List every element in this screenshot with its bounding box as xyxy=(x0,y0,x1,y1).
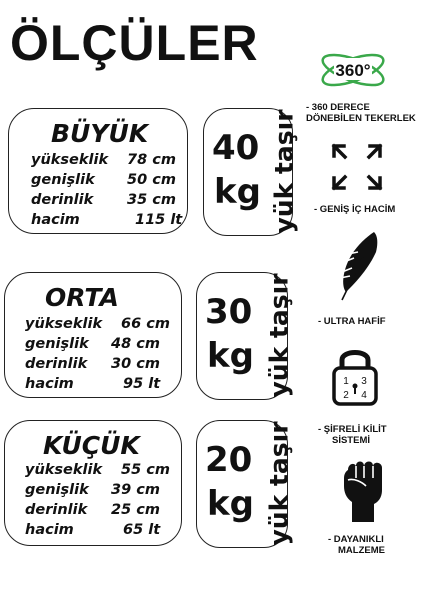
feature-label xyxy=(318,316,386,327)
spec-label: hacim xyxy=(25,376,74,392)
expand-arrows-icon xyxy=(330,142,384,192)
spec-value: 48 cm xyxy=(111,336,160,352)
feature-label-line: - GENİŞ İÇ HACİM xyxy=(314,204,396,215)
spec-value: 30 cm xyxy=(111,356,160,372)
spec-row xyxy=(25,317,170,332)
load-text: yük taşır xyxy=(264,421,294,546)
spec-value: 39 cm xyxy=(111,482,160,498)
load-number: 40 xyxy=(212,128,260,168)
feature-label xyxy=(314,204,395,215)
feature-label-line: DÖNEBİLEN TEKERLEK xyxy=(306,113,416,125)
feature-label-line: - ULTRA HAFİF xyxy=(318,316,386,327)
size-name: BÜYÜK xyxy=(51,119,149,148)
spec-row xyxy=(31,213,182,228)
lock-digit: 2 xyxy=(343,390,349,401)
size-name: KÜÇÜK xyxy=(43,431,140,460)
feature-label xyxy=(306,102,416,125)
spec-row xyxy=(25,503,160,518)
raised-fist-icon xyxy=(340,456,388,524)
size-name: ORTA xyxy=(45,283,119,312)
size-card-kucuk xyxy=(4,420,182,546)
feature-label-line: MALZEME xyxy=(338,545,385,557)
load-unit: kg xyxy=(214,172,261,212)
spec-value: 95 lt xyxy=(123,376,161,392)
spec-row xyxy=(25,483,160,498)
size-card-orta xyxy=(4,272,182,398)
spec-label: derinlik xyxy=(25,502,88,518)
spec-row xyxy=(25,523,160,538)
spec-label: yükseklik xyxy=(25,462,103,478)
feature-label-line: SİSTEMİ xyxy=(332,435,371,447)
spec-value: 55 cm xyxy=(121,462,170,478)
spec-label: genişlik xyxy=(25,482,89,498)
spec-value: 115 lt xyxy=(135,212,183,228)
spec-label: derinlik xyxy=(25,356,88,372)
spec-row xyxy=(31,193,176,208)
spec-row xyxy=(25,377,160,392)
lock-digit: 3 xyxy=(361,376,367,387)
feature-label xyxy=(328,534,385,557)
spec-value: 35 cm xyxy=(127,192,176,208)
feature-label-line: - DAYANIKLI xyxy=(328,534,384,545)
spec-value: 65 lt xyxy=(123,522,161,538)
spec-row xyxy=(31,173,176,188)
spec-row xyxy=(31,153,176,168)
spec-label: yükseklik xyxy=(25,316,103,332)
feature-label xyxy=(318,424,387,447)
padlock-icon xyxy=(330,342,380,406)
load-unit: kg xyxy=(207,484,254,524)
load-number: 30 xyxy=(205,292,253,332)
spec-value: 78 cm xyxy=(127,152,176,168)
load-text: yük taşır xyxy=(264,273,294,398)
spec-label: hacim xyxy=(31,212,80,228)
feather-icon xyxy=(334,228,384,302)
lock-digit: 4 xyxy=(361,390,367,401)
spec-label: yükseklik xyxy=(31,152,109,168)
spec-label: derinlik xyxy=(31,192,94,208)
spec-row xyxy=(25,337,160,352)
load-card-orta xyxy=(196,272,294,400)
spec-value: 66 cm xyxy=(121,316,170,332)
lock-digit: 1 xyxy=(343,376,349,387)
spec-label: genişlik xyxy=(25,336,89,352)
page-title: ÖLÇÜLER xyxy=(10,15,259,71)
spec-label: hacim xyxy=(25,522,74,538)
size-card-buyuk xyxy=(8,108,188,234)
load-text: yük taşır xyxy=(269,109,299,234)
load-number: 20 xyxy=(205,440,253,480)
spec-row xyxy=(25,463,170,478)
rotate-360-badge: 360° xyxy=(335,61,371,80)
feature-label-line: - ŞİFRELİ KİLİT xyxy=(318,424,387,435)
feature-label-line: - 360 DERECE xyxy=(306,102,370,113)
load-unit: kg xyxy=(207,336,254,376)
spec-value: 25 cm xyxy=(111,502,160,518)
spec-label: genişlik xyxy=(31,172,95,188)
spec-value: 50 cm xyxy=(127,172,176,188)
rotate-360-icon xyxy=(318,42,388,98)
load-card-kucuk xyxy=(196,420,294,548)
spec-row xyxy=(25,357,160,372)
load-card-buyuk xyxy=(203,108,299,236)
